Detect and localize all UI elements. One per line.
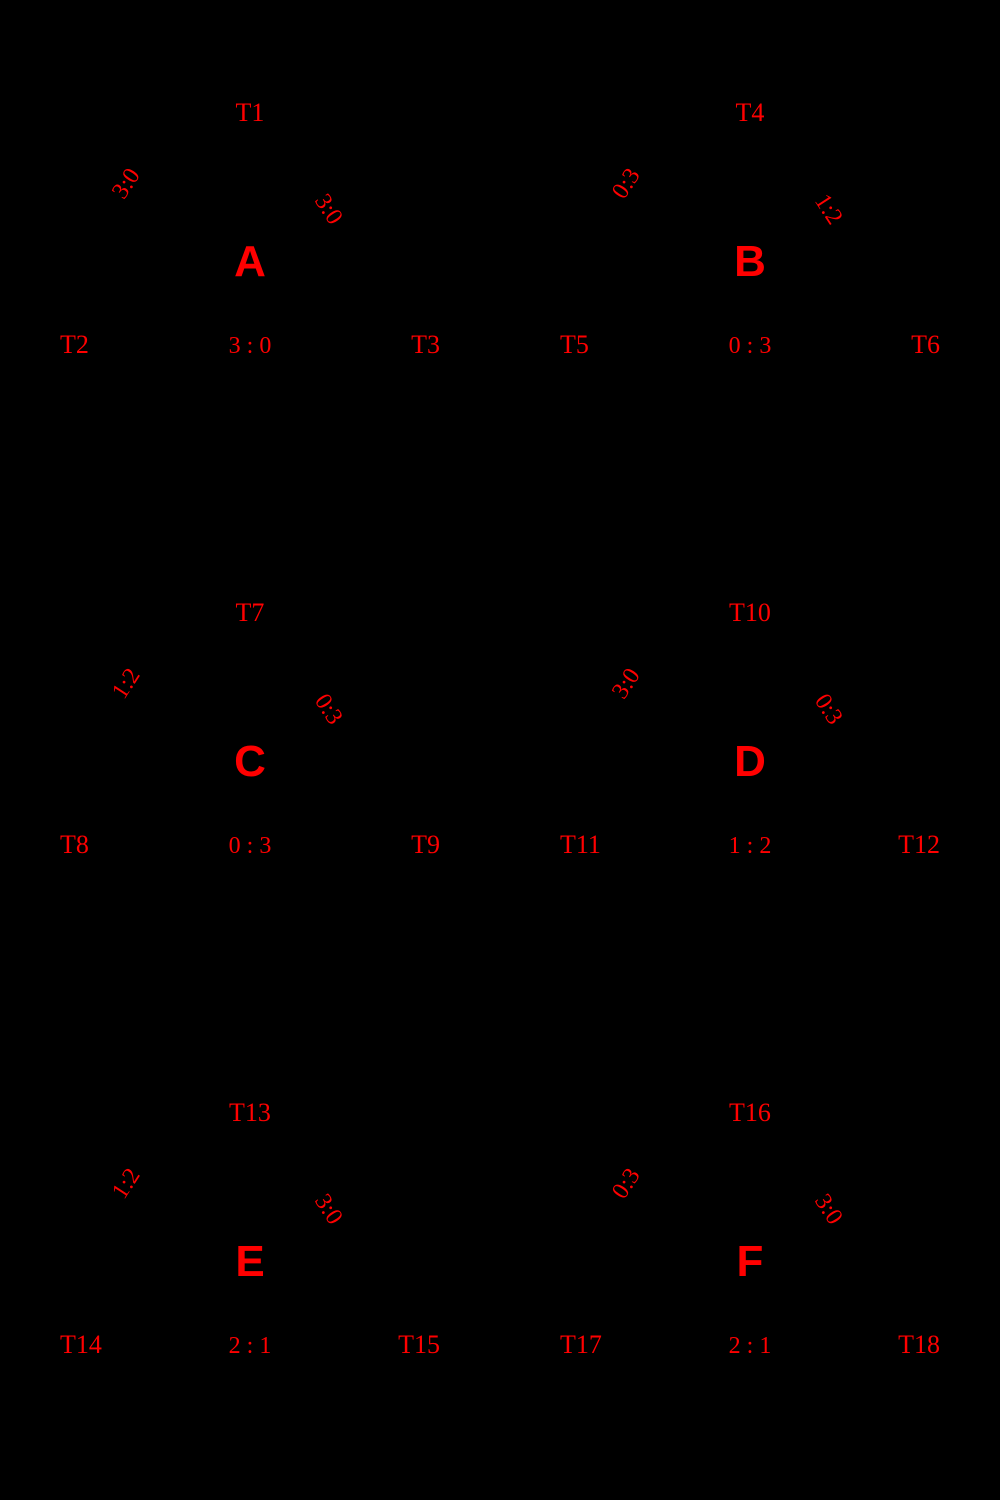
node-label-t13: T13 — [229, 1098, 271, 1127]
node-label-t12: T12 — [898, 830, 940, 859]
node-label-t14: T14 — [60, 1330, 102, 1359]
triangle-group-c — [0, 500, 500, 1000]
triangle-group-d — [500, 500, 1000, 1000]
node-label-t4: T4 — [735, 98, 765, 127]
node-label-t10: T10 — [729, 598, 771, 627]
group-letter-e: E — [235, 1237, 265, 1286]
triangle-group-f — [500, 1000, 1000, 1500]
edge-label-d-right: 0:3 — [809, 689, 848, 730]
node-label-t11: T11 — [560, 830, 601, 859]
group-letter-a: A — [234, 237, 266, 286]
edge-label-c-right: 0:3 — [309, 689, 348, 730]
node-label-t6: T6 — [911, 330, 940, 359]
edge-label-a-bottom: 3 : 0 — [228, 333, 272, 359]
node-label-t17: T17 — [560, 1330, 602, 1359]
group-letter-d: D — [734, 737, 766, 786]
edge-label-d-left: 3:0 — [607, 663, 646, 704]
triangle-group-b — [500, 0, 1000, 500]
edge-label-f-right: 3:0 — [809, 1189, 848, 1230]
edge-label-e-right: 3:0 — [309, 1189, 348, 1230]
node-label-t7: T7 — [235, 598, 265, 627]
edge-label-a-right: 3:0 — [309, 189, 348, 230]
node-label-t16: T16 — [729, 1098, 771, 1127]
node-label-t9: T9 — [411, 830, 440, 859]
edge-label-e-bottom: 2 : 1 — [228, 1333, 272, 1359]
triangle-group-e — [0, 1000, 500, 1500]
node-label-t3: T3 — [411, 330, 440, 359]
edge-label-e-left: 1:2 — [107, 1163, 146, 1204]
edge-label-b-right: 1:2 — [809, 189, 848, 230]
group-letter-f: F — [736, 1237, 764, 1286]
node-label-t15: T15 — [398, 1330, 440, 1359]
edge-label-c-bottom: 0 : 3 — [228, 833, 272, 859]
edge-label-a-left: 3:0 — [107, 163, 146, 204]
group-letter-b: B — [734, 237, 766, 286]
node-label-t1: T1 — [235, 98, 265, 127]
edge-label-f-left: 0:3 — [607, 1163, 646, 1204]
triangle-group-a — [0, 0, 500, 500]
node-label-t8: T8 — [60, 830, 89, 859]
edge-label-d-bottom: 1 : 2 — [728, 833, 772, 859]
node-label-t5: T5 — [560, 330, 589, 359]
node-label-t2: T2 — [60, 330, 89, 359]
edge-label-f-bottom: 2 : 1 — [728, 1333, 772, 1359]
edge-label-c-left: 1:2 — [107, 663, 146, 704]
edge-label-b-bottom: 0 : 3 — [728, 333, 772, 359]
node-label-t18: T18 — [898, 1330, 940, 1359]
edge-label-b-left: 0:3 — [607, 163, 646, 204]
group-letter-c: C — [234, 737, 266, 786]
